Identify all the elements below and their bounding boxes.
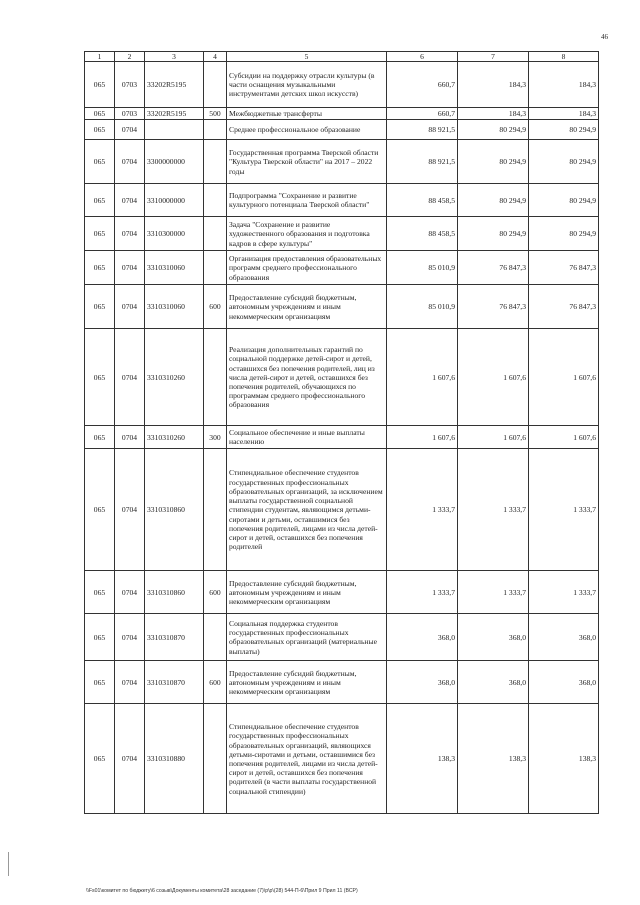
- table-row: [85, 614, 599, 661]
- expense-type-code-cell: [204, 184, 227, 217]
- amount-col7-cell: 368,0: [458, 661, 529, 704]
- amount-col7-cell: 80 294,9: [458, 120, 529, 140]
- grbs-code-cell: 065: [85, 661, 115, 704]
- target-article-code-cell: 3310310860: [145, 449, 204, 571]
- grbs-code-cell: 065: [85, 108, 115, 120]
- amount-col7-cell: 80 294,9: [458, 140, 529, 184]
- amount-col8-cell: 80 294,9: [529, 217, 599, 251]
- amount-col6-cell: 660,7: [387, 108, 458, 120]
- table-row: [85, 251, 599, 285]
- expense-type-code-cell: [204, 140, 227, 184]
- description-cell: Предоставление субсидий бюджетным, автономным учреждениям и иным некоммерческим организациям: [227, 571, 387, 614]
- amount-col7-cell: 184,3: [458, 108, 529, 120]
- description-cell: Среднее профессиональное образование: [227, 120, 387, 140]
- section-code-cell: 0704: [115, 285, 145, 329]
- amount-col7-cell: 184,3: [458, 62, 529, 108]
- expense-type-code-cell: [204, 614, 227, 661]
- description-cell: Стипендиальное обеспечение студентов государственных профессиональных образовательных организаций, являющихся детьми-сиротами и детьми, оставшимися без попечения родителей, лицами из числа детей-сирот и детей, оставшихся без попечения родителей (в части выплаты государственной социальной стипендии): [227, 704, 387, 814]
- section-code-cell: 0704: [115, 449, 145, 571]
- amount-col7-cell: 368,0: [458, 614, 529, 661]
- amount-col6-cell: 88 921,5: [387, 140, 458, 184]
- table-row: [85, 329, 599, 426]
- amount-col8-cell: 76 847,3: [529, 251, 599, 285]
- expense-type-code-cell: [204, 217, 227, 251]
- header-cell: 6: [387, 52, 458, 62]
- table-row: [85, 704, 599, 814]
- section-code-cell: 0704: [115, 704, 145, 814]
- grbs-code-cell: 065: [85, 217, 115, 251]
- amount-col7-cell: 80 294,9: [458, 217, 529, 251]
- target-article-code-cell: 3310310870: [145, 614, 204, 661]
- target-article-code-cell: 3310300000: [145, 217, 204, 251]
- header-cell: 4: [204, 52, 227, 62]
- expense-type-code-cell: [204, 62, 227, 108]
- table-row: [85, 108, 599, 120]
- section-code-cell: 0704: [115, 571, 145, 614]
- target-article-code-cell: 3310310260: [145, 329, 204, 426]
- grbs-code-cell: 065: [85, 62, 115, 108]
- amount-col7-cell: 1 333,7: [458, 571, 529, 614]
- description-cell: Организация предоставления образовательных программ среднего профессионального образования: [227, 251, 387, 285]
- table-row: [85, 426, 599, 449]
- margin-mark: [8, 852, 9, 876]
- grbs-code-cell: 065: [85, 571, 115, 614]
- amount-col8-cell: 368,0: [529, 614, 599, 661]
- target-article-code-cell: 3310310860: [145, 571, 204, 614]
- description-cell: Межбюджетные трансферты: [227, 108, 387, 120]
- amount-col8-cell: 80 294,9: [529, 120, 599, 140]
- header-row: [85, 52, 599, 62]
- grbs-code-cell: 065: [85, 614, 115, 661]
- grbs-code-cell: 065: [85, 329, 115, 426]
- table-row: [85, 571, 599, 614]
- target-article-code-cell: 33202R5195: [145, 62, 204, 108]
- amount-col6-cell: 88 458,5: [387, 217, 458, 251]
- expense-type-code-cell: [204, 251, 227, 285]
- description-cell: Стипендиальное обеспечение студентов государственных профессиональных образовательных организаций, за исключением выплаты государственной социальной стипендии студентам, являющимся детьми-сиротами и детьми, оставшимися без попечения родителей, лицами из числа детей-сирот и детей, оставшихся без попечения родителей: [227, 449, 387, 571]
- amount-col6-cell: 368,0: [387, 661, 458, 704]
- table-row: [85, 449, 599, 571]
- amount-col8-cell: 184,3: [529, 62, 599, 108]
- amount-col8-cell: 1 333,7: [529, 449, 599, 571]
- grbs-code-cell: 065: [85, 251, 115, 285]
- description-cell: Государственная программа Тверской области "Культура Тверской области" на 2017 – 2022 годы: [227, 140, 387, 184]
- expense-type-code-cell: 300: [204, 426, 227, 449]
- target-article-code-cell: 3310310260: [145, 426, 204, 449]
- header-cell: 8: [529, 52, 599, 62]
- description-cell: Социальное обеспечение и иные выплаты населению: [227, 426, 387, 449]
- section-code-cell: 0704: [115, 329, 145, 426]
- table-row: [85, 217, 599, 251]
- grbs-code-cell: 065: [85, 426, 115, 449]
- amount-col7-cell: 76 847,3: [458, 285, 529, 329]
- target-article-code-cell: 3310310870: [145, 661, 204, 704]
- amount-col8-cell: 1 607,6: [529, 329, 599, 426]
- amount-col7-cell: 76 847,3: [458, 251, 529, 285]
- target-article-code-cell: 33202R5195: [145, 108, 204, 120]
- section-code-cell: 0704: [115, 120, 145, 140]
- table-row: [85, 140, 599, 184]
- grbs-code-cell: 065: [85, 449, 115, 571]
- section-code-cell: 0704: [115, 217, 145, 251]
- section-code-cell: 0704: [115, 184, 145, 217]
- description-cell: Предоставление субсидий бюджетным, автономным учреждениям и иным некоммерческим организациям: [227, 285, 387, 329]
- description-cell: Задача "Сохранение и развитие художественного образования и подготовка кадров в сфере культуры": [227, 217, 387, 251]
- amount-col8-cell: 138,3: [529, 704, 599, 814]
- expense-type-code-cell: 600: [204, 571, 227, 614]
- table-row: [85, 120, 599, 140]
- amount-col7-cell: 1 607,6: [458, 329, 529, 426]
- description-cell: Социальная поддержка студентов государственных профессиональных образовательных организаций (материальные выплаты): [227, 614, 387, 661]
- description-cell: Подпрограмма "Сохранение и развитие культурного потенциала Тверской области": [227, 184, 387, 217]
- table-row: [85, 184, 599, 217]
- amount-col7-cell: 1 333,7: [458, 449, 529, 571]
- amount-col8-cell: 1 333,7: [529, 571, 599, 614]
- amount-col8-cell: 184,3: [529, 108, 599, 120]
- expense-type-code-cell: 500: [204, 108, 227, 120]
- target-article-code-cell: 3310310880: [145, 704, 204, 814]
- amount-col7-cell: 80 294,9: [458, 184, 529, 217]
- amount-col6-cell: 368,0: [387, 614, 458, 661]
- expense-type-code-cell: [204, 329, 227, 426]
- expense-type-code-cell: [204, 449, 227, 571]
- table-row: [85, 661, 599, 704]
- target-article-code-cell: 3310000000: [145, 184, 204, 217]
- grbs-code-cell: 065: [85, 704, 115, 814]
- section-code-cell: 0703: [115, 108, 145, 120]
- amount-col8-cell: 1 607,6: [529, 426, 599, 449]
- header-cell: 3: [145, 52, 204, 62]
- section-code-cell: 0703: [115, 62, 145, 108]
- amount-col8-cell: 80 294,9: [529, 140, 599, 184]
- target-article-code-cell: 3300000000: [145, 140, 204, 184]
- header-cell: 1: [85, 52, 115, 62]
- file-path-footer: \\Fs01\комитет по бюджету\6 созыв\Документы комитета\28 заседание (7)\р\р\(28) 544-П-6\Прил 9 Прил 11 (ВСР): [86, 888, 358, 894]
- amount-col6-cell: 1 333,7: [387, 449, 458, 571]
- amount-col8-cell: 80 294,9: [529, 184, 599, 217]
- description-cell: Субсидии на поддержку отрасли культуры (в части оснащения музыкальными инструментами детских школ искусств): [227, 62, 387, 108]
- page-number: 46: [601, 33, 608, 41]
- section-code-cell: 0704: [115, 614, 145, 661]
- grbs-code-cell: 065: [85, 140, 115, 184]
- amount-col6-cell: 1 333,7: [387, 571, 458, 614]
- amount-col6-cell: 85 010,9: [387, 251, 458, 285]
- amount-col6-cell: 1 607,6: [387, 329, 458, 426]
- target-article-code-cell: 3310310060: [145, 251, 204, 285]
- table-row: [85, 285, 599, 329]
- grbs-code-cell: 065: [85, 120, 115, 140]
- amount-col8-cell: 76 847,3: [529, 285, 599, 329]
- amount-col6-cell: 88 458,5: [387, 184, 458, 217]
- target-article-code-cell: [145, 120, 204, 140]
- amount-col7-cell: 1 607,6: [458, 426, 529, 449]
- budget-table: [84, 51, 599, 814]
- header-cell: 7: [458, 52, 529, 62]
- amount-col8-cell: 368,0: [529, 661, 599, 704]
- expense-type-code-cell: 600: [204, 661, 227, 704]
- amount-col6-cell: 85 010,9: [387, 285, 458, 329]
- amount-col6-cell: 1 607,6: [387, 426, 458, 449]
- section-code-cell: 0704: [115, 251, 145, 285]
- expense-type-code-cell: 600: [204, 285, 227, 329]
- amount-col6-cell: 138,3: [387, 704, 458, 814]
- expense-type-code-cell: [204, 704, 227, 814]
- table-row: [85, 62, 599, 108]
- expense-type-code-cell: [204, 120, 227, 140]
- target-article-code-cell: 3310310060: [145, 285, 204, 329]
- description-cell: Предоставление субсидий бюджетным, автономным учреждениям и иным некоммерческим организациям: [227, 661, 387, 704]
- section-code-cell: 0704: [115, 140, 145, 184]
- section-code-cell: 0704: [115, 426, 145, 449]
- grbs-code-cell: 065: [85, 184, 115, 217]
- header-cell: 2: [115, 52, 145, 62]
- description-cell: Реализация дополнительных гарантий по социальной поддержке детей-сирот и детей, оставшихся без попечения родителей, лиц из числа детей-сирот и детей, оставшихся без попечения родителей, обучающихся по программам среднего профессионального образования: [227, 329, 387, 426]
- amount-col6-cell: 660,7: [387, 62, 458, 108]
- header-cell: 5: [227, 52, 387, 62]
- section-code-cell: 0704: [115, 661, 145, 704]
- grbs-code-cell: 065: [85, 285, 115, 329]
- amount-col7-cell: 138,3: [458, 704, 529, 814]
- amount-col6-cell: 88 921,5: [387, 120, 458, 140]
